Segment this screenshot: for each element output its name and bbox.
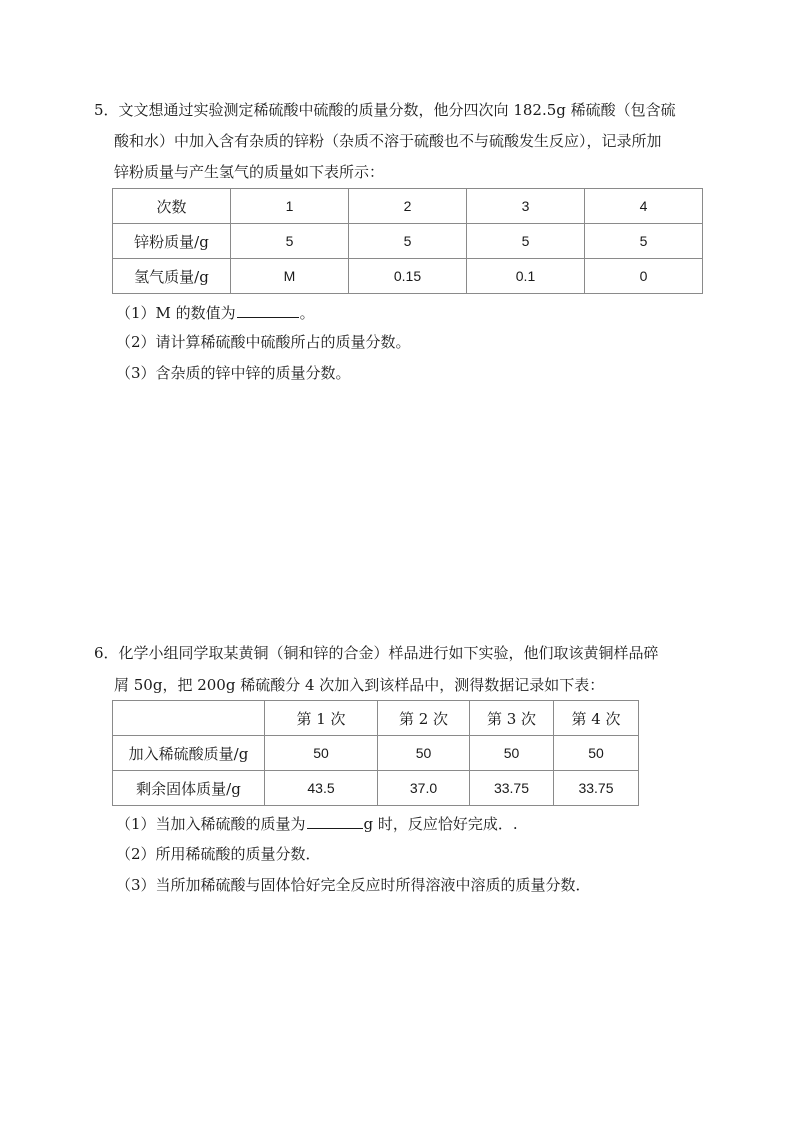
table-cell: 33.75 <box>470 771 554 806</box>
q6-stem-line-1: 6．化学小组同学取某黄铜（铜和锌的合金）样品进行如下实验，他们取该黄铜样品碎 <box>94 644 659 662</box>
table-cell: M <box>231 259 349 294</box>
table-cell: 5 <box>585 224 703 259</box>
table-cell: 43.5 <box>265 771 378 806</box>
q5-sub1-end: 。 <box>299 304 315 322</box>
q6-sub-question-2: （2）所用稀硫酸的质量分数． <box>116 845 321 863</box>
q6-data-table <box>112 700 639 806</box>
q5-stem-line-1: 5．文文想通过实验测定稀硫酸中硫酸的质量分数，他分四次向 182.5g 稀硫酸（包含硫 <box>94 101 676 119</box>
q6-sub1-end: g 时，反应恰好完成．. <box>363 815 518 833</box>
table-cell: 50 <box>554 736 639 771</box>
answer-blank[interactable] <box>307 813 363 829</box>
table-cell: 33.75 <box>554 771 639 806</box>
table-cell: 第 3 次 <box>470 701 554 736</box>
q5-sub-question-1 <box>116 302 315 323</box>
table-cell: 第 2 次 <box>378 701 470 736</box>
q5-sub1-text: （1）M 的数值为 <box>116 304 236 322</box>
table-row <box>113 736 639 771</box>
table-cell: 1 <box>231 189 349 224</box>
table-cell: 加入稀硫酸质量/g <box>113 736 265 771</box>
q5-stem-line-2: 酸和水）中加入含有杂质的锌粉（杂质不溶于硫酸也不与硫酸发生反应），记录所加 <box>114 132 662 150</box>
table-header-row <box>113 189 703 224</box>
table-cell <box>113 701 265 736</box>
table-cell: 2 <box>349 189 467 224</box>
table-cell: 0.1 <box>467 259 585 294</box>
table-cell: 5 <box>467 224 585 259</box>
table-cell: 50 <box>265 736 378 771</box>
table-cell: 5 <box>349 224 467 259</box>
table-cell: 锌粉质量/g <box>113 224 231 259</box>
table-cell: 第 4 次 <box>554 701 639 736</box>
table-cell: 剩余固体质量/g <box>113 771 265 806</box>
table-cell: 4 <box>585 189 703 224</box>
table-row <box>113 224 703 259</box>
table-cell: 50 <box>378 736 470 771</box>
q6-sub1-text: （1）当加入稀硫酸的质量为 <box>116 815 306 833</box>
q5-sub-question-2: （2）请计算稀硫酸中硫酸所占的质量分数。 <box>116 333 411 351</box>
table-cell: 5 <box>231 224 349 259</box>
table-cell: 3 <box>467 189 585 224</box>
table-cell: 50 <box>470 736 554 771</box>
table-row <box>113 771 639 806</box>
table-cell: 氢气质量/g <box>113 259 231 294</box>
q5-stem-line-3: 锌粉质量与产生氢气的质量如下表所示： <box>114 163 385 181</box>
q6-sub-question-1 <box>116 813 518 834</box>
q6-stem-line-2: 屑 50g，把 200g 稀硫酸分 4 次加入到该样品中，测得数据记录如下表： <box>114 676 605 694</box>
table-cell: 次数 <box>113 189 231 224</box>
table-cell: 37.0 <box>378 771 470 806</box>
answer-blank[interactable] <box>237 302 299 318</box>
q6-sub-question-3: （3）当所加稀硫酸与固体恰好完全反应时所得溶液中溶质的质量分数． <box>116 876 591 894</box>
q5-data-table <box>112 188 703 294</box>
table-cell: 第 1 次 <box>265 701 378 736</box>
table-cell: 0 <box>585 259 703 294</box>
table-row <box>113 259 703 294</box>
table-header-row <box>113 701 639 736</box>
table-cell: 0.15 <box>349 259 467 294</box>
q5-sub-question-3: （3）含杂质的锌中锌的质量分数。 <box>116 364 351 382</box>
